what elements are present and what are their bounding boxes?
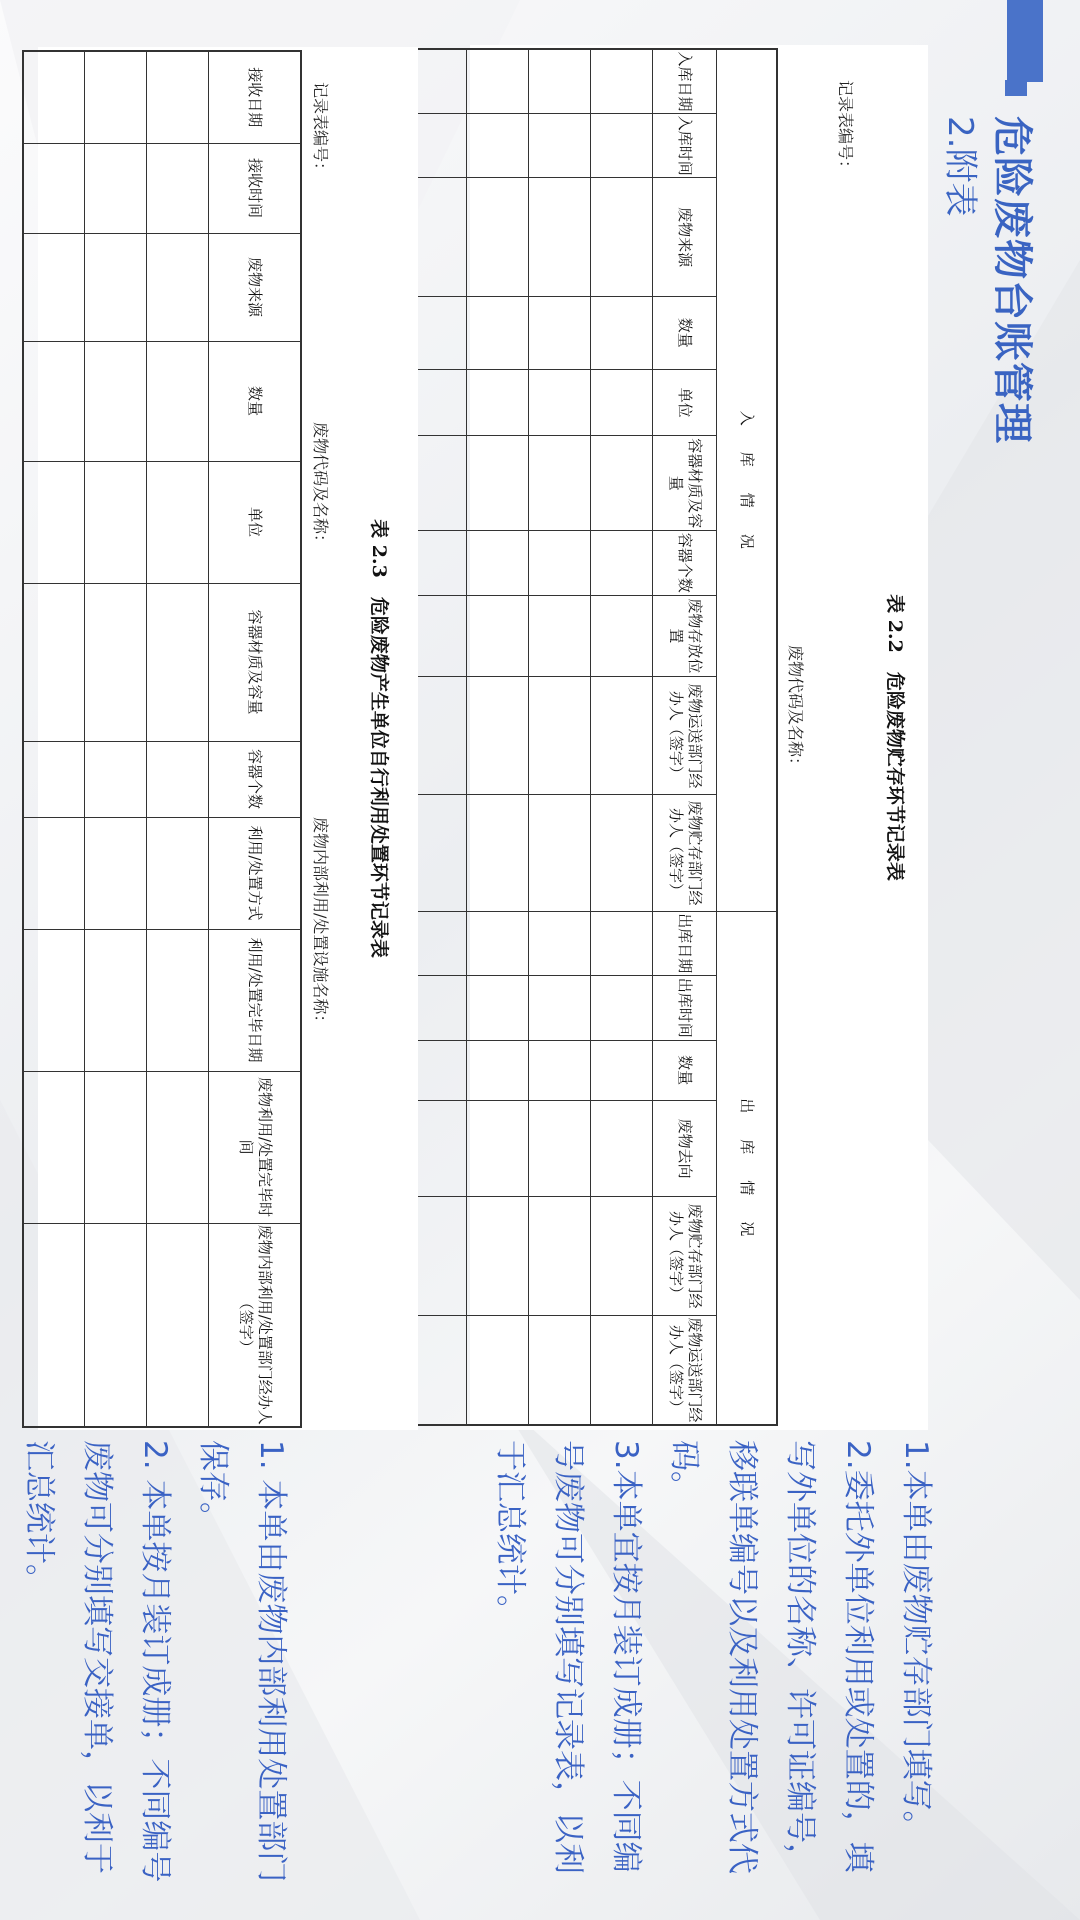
column-header: 容器材质及容量 bbox=[653, 436, 717, 531]
empty-cell[interactable] bbox=[467, 296, 529, 369]
table-2-2-title: 表 2.2 危险废物贮存环节记录表 bbox=[884, 594, 906, 881]
empty-cell[interactable] bbox=[23, 1223, 85, 1427]
slide-title: 危险废物台账管理 bbox=[989, 116, 1035, 444]
title-accent-bar bbox=[1005, 80, 1027, 96]
column-header: 废物贮存部门经办人（签字） bbox=[653, 795, 717, 911]
empty-cell[interactable] bbox=[467, 369, 529, 436]
column-header: 出库日期 bbox=[653, 911, 717, 975]
empty-cell[interactable] bbox=[85, 583, 147, 741]
note-item: 3.本单宜按月装订成册；不同编号废物可分别填写记录表，以利于汇总统计。 bbox=[492, 1440, 644, 1874]
empty-cell[interactable] bbox=[147, 461, 209, 583]
column-header: 废物来源 bbox=[209, 233, 301, 341]
empty-cell[interactable] bbox=[85, 461, 147, 583]
empty-cell[interactable] bbox=[147, 1071, 209, 1223]
empty-cell[interactable] bbox=[147, 233, 209, 341]
empty-cell[interactable] bbox=[85, 817, 147, 929]
empty-cell[interactable] bbox=[147, 143, 209, 233]
empty-cell[interactable] bbox=[467, 1197, 529, 1315]
empty-cell[interactable] bbox=[85, 1071, 147, 1223]
empty-cell[interactable] bbox=[529, 795, 591, 911]
empty-cell[interactable] bbox=[23, 461, 85, 583]
column-header: 数量 bbox=[653, 296, 717, 369]
column-header: 废物运送部门经办人（签字） bbox=[653, 677, 717, 795]
column-header: 利用/处置完毕日期 bbox=[209, 929, 301, 1071]
empty-cell[interactable] bbox=[85, 51, 147, 143]
empty-cell[interactable] bbox=[467, 1100, 529, 1197]
empty-cell[interactable] bbox=[591, 1100, 653, 1197]
empty-cell[interactable] bbox=[147, 929, 209, 1071]
note-item: 2.委托外单位利用或处置的，填写外单位的名称、许可证编号，移联单编号以及利用处置方式代码。 bbox=[666, 1440, 876, 1874]
empty-cell[interactable] bbox=[85, 929, 147, 1071]
empty-cell[interactable] bbox=[529, 369, 591, 436]
table-2-3-title: 表 2.3 危险废物产生单位自行利用处置环节记录表 bbox=[368, 519, 390, 958]
empty-cell[interactable] bbox=[85, 1223, 147, 1427]
empty-cell[interactable] bbox=[467, 911, 529, 975]
column-header: 废物来源 bbox=[653, 178, 717, 296]
empty-cell[interactable] bbox=[529, 976, 591, 1040]
table-row bbox=[23, 51, 85, 1427]
empty-cell[interactable] bbox=[529, 178, 591, 296]
empty-cell[interactable] bbox=[591, 178, 653, 296]
empty-cell[interactable] bbox=[529, 1197, 591, 1315]
empty-cell[interactable] bbox=[529, 1100, 591, 1197]
slide-subtitle: 2.附表 bbox=[940, 116, 980, 217]
out-stock-group-header: 出库情况 bbox=[717, 911, 777, 1425]
table-row bbox=[591, 49, 653, 1425]
empty-cell[interactable] bbox=[23, 741, 85, 817]
table-row bbox=[529, 49, 591, 1425]
empty-cell[interactable] bbox=[147, 741, 209, 817]
table-2-3-record-no-label: 记录表编号： bbox=[311, 82, 330, 179]
column-header: 单位 bbox=[653, 369, 717, 436]
empty-cell[interactable] bbox=[467, 795, 529, 911]
empty-cell[interactable] bbox=[85, 143, 147, 233]
table-2-2 bbox=[404, 48, 778, 1426]
table-row bbox=[467, 49, 529, 1425]
empty-cell[interactable] bbox=[529, 677, 591, 795]
empty-cell[interactable] bbox=[467, 113, 529, 177]
column-header: 接收时间 bbox=[209, 143, 301, 233]
note-item: 1.本单由废物贮存部门填写。 bbox=[898, 1440, 934, 1842]
table-2-3-code-name-label: 废物代码及名称： bbox=[311, 422, 330, 551]
column-header: 容器材质及容量 bbox=[209, 583, 301, 741]
table-row bbox=[147, 51, 209, 1427]
empty-cell[interactable] bbox=[591, 369, 653, 436]
title-accent-block bbox=[1007, 0, 1043, 82]
empty-cell[interactable] bbox=[23, 341, 85, 461]
empty-cell[interactable] bbox=[591, 436, 653, 531]
column-header: 容器个数 bbox=[209, 741, 301, 817]
empty-cell[interactable] bbox=[85, 233, 147, 341]
notes-table-2-3 bbox=[10, 1440, 300, 1895]
note-item: 2. 本单按月装订成册；不同编号废物可分别填写交接单，以利于汇总统计。 bbox=[21, 1440, 173, 1883]
empty-cell[interactable] bbox=[467, 1040, 529, 1100]
column-header: 数量 bbox=[209, 341, 301, 461]
empty-cell[interactable] bbox=[591, 49, 653, 113]
empty-cell[interactable] bbox=[23, 233, 85, 341]
empty-cell[interactable] bbox=[591, 677, 653, 795]
table-2-2-card bbox=[470, 45, 928, 1430]
column-header: 废物运送部门经办人（签字） bbox=[653, 1315, 717, 1425]
column-header: 数量 bbox=[653, 1040, 717, 1100]
column-header: 接收日期 bbox=[209, 51, 301, 143]
table-2-3-card bbox=[38, 47, 418, 1430]
empty-cell[interactable] bbox=[147, 51, 209, 143]
empty-cell[interactable] bbox=[147, 583, 209, 741]
notes-table-2-2 bbox=[481, 1440, 945, 1895]
empty-cell[interactable] bbox=[23, 583, 85, 741]
empty-cell[interactable] bbox=[529, 531, 591, 595]
empty-cell[interactable] bbox=[591, 1197, 653, 1315]
table-2-2-record-no-label: 记录表编号： bbox=[836, 80, 855, 177]
empty-cell[interactable] bbox=[23, 143, 85, 233]
in-stock-group-header: 入库情况 bbox=[717, 49, 777, 911]
empty-cell[interactable] bbox=[467, 677, 529, 795]
empty-cell[interactable] bbox=[591, 595, 653, 677]
column-header: 入库日期 bbox=[653, 49, 717, 113]
empty-cell[interactable] bbox=[467, 49, 529, 113]
empty-cell[interactable] bbox=[467, 178, 529, 296]
note-item: 1. 本单由废物内部利用处置部门保存。 bbox=[195, 1440, 289, 1883]
empty-cell[interactable] bbox=[467, 1315, 529, 1425]
column-header: 入库时间 bbox=[653, 113, 717, 177]
empty-cell[interactable] bbox=[147, 341, 209, 461]
empty-cell[interactable] bbox=[529, 296, 591, 369]
table-2-2-code-name-label: 废物代码及名称： bbox=[786, 645, 805, 774]
table-2-3-column-header-row bbox=[209, 51, 301, 1427]
column-header: 废物去向 bbox=[653, 1100, 717, 1197]
empty-cell[interactable] bbox=[147, 1223, 209, 1427]
column-header: 废物存放位置 bbox=[653, 595, 717, 677]
column-header: 容器个数 bbox=[653, 531, 717, 595]
column-header: 利用/处置方式 bbox=[209, 817, 301, 929]
table-2-3-facility-label: 废物内部利用/处置设施名称： bbox=[311, 817, 330, 1031]
empty-cell[interactable] bbox=[467, 531, 529, 595]
empty-cell[interactable] bbox=[591, 531, 653, 595]
empty-cell[interactable] bbox=[591, 296, 653, 369]
empty-cell[interactable] bbox=[23, 817, 85, 929]
table-2-3 bbox=[22, 50, 302, 1428]
empty-cell[interactable] bbox=[467, 595, 529, 677]
empty-cell[interactable] bbox=[85, 741, 147, 817]
column-header: 废物内部利用/处置部门经办人（签字） bbox=[209, 1223, 301, 1427]
empty-cell[interactable] bbox=[23, 51, 85, 143]
empty-cell[interactable] bbox=[529, 1040, 591, 1100]
empty-cell[interactable] bbox=[591, 1040, 653, 1100]
empty-cell[interactable] bbox=[147, 817, 209, 929]
table-2-2-column-header-row bbox=[653, 49, 717, 1425]
empty-cell[interactable] bbox=[23, 1071, 85, 1223]
table-row bbox=[85, 51, 147, 1427]
empty-cell[interactable] bbox=[591, 911, 653, 975]
empty-cell[interactable] bbox=[591, 795, 653, 911]
empty-cell[interactable] bbox=[529, 436, 591, 531]
empty-cell[interactable] bbox=[529, 113, 591, 177]
column-header: 废物贮存部门经办人（签字） bbox=[653, 1197, 717, 1315]
column-header: 废物利用/处置完毕时间 bbox=[209, 1071, 301, 1223]
empty-cell[interactable] bbox=[467, 436, 529, 531]
empty-cell[interactable] bbox=[529, 49, 591, 113]
empty-cell[interactable] bbox=[529, 595, 591, 677]
column-header: 单位 bbox=[209, 461, 301, 583]
empty-cell[interactable] bbox=[529, 1315, 591, 1425]
empty-cell[interactable] bbox=[591, 1315, 653, 1425]
empty-cell[interactable] bbox=[23, 929, 85, 1071]
empty-cell[interactable] bbox=[591, 113, 653, 177]
empty-cell[interactable] bbox=[85, 341, 147, 461]
empty-cell[interactable] bbox=[467, 976, 529, 1040]
empty-cell[interactable] bbox=[529, 911, 591, 975]
column-header: 出库时间 bbox=[653, 976, 717, 1040]
empty-cell[interactable] bbox=[591, 976, 653, 1040]
